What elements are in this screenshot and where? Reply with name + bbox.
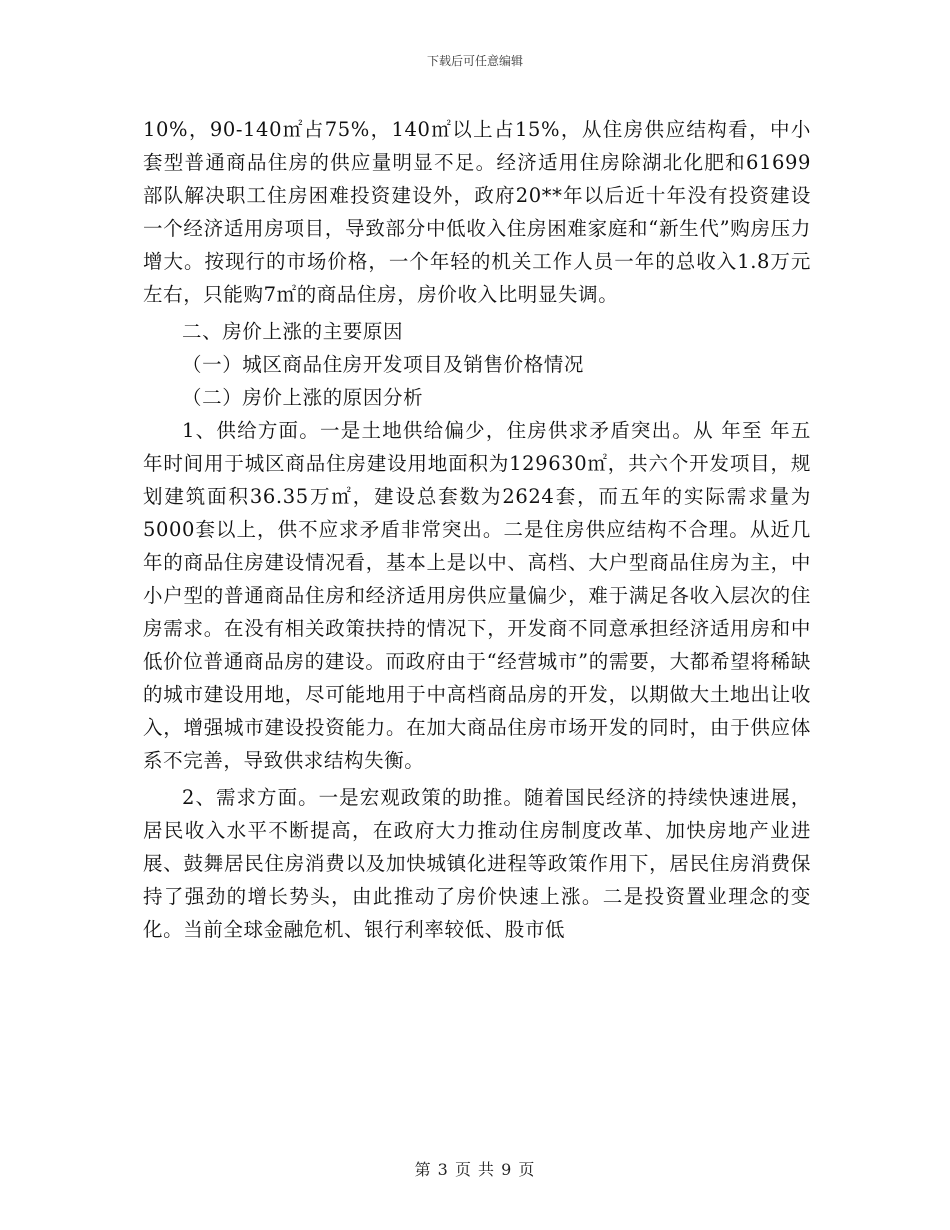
page-number-footer: 第 3 页 共 9 页 (414, 1160, 536, 1179)
page-header: 下载后可任意编辑 (426, 54, 523, 68)
paragraph-supply-side: 1、供给方面。一是土地供给偏少，住房供求矛盾突出。从 年至 年五年时间用于城区商品住房建设用地面积为129630㎡，共六个开发项目，规划建筑面积36.35万㎡，建设总套数为2624套，而五年的实际需求量为5000套以上，供不应求矛盾非常突出。二是住房供应结构不合理。从近几年的商品住房建设情况看，基本上是以中、高档、大户型商品住房为主，中小户型的普通商品住房和经济适用房供应量偏少，难于满足各收入层次的住房需求。在没有相关政策扶持的情况下，开发商不同意承担经济适用房和中低价位普通商品房的建设。而政府由于“经营城市”的需要，大都希望将稀缺的城市建设用地，尽可能地用于中高档商品房的开发，以期做大土地出让收入，增强城市建设投资能力。在加大商品住房市场开发的同时，由于供应体系不完善，导致供求结构失衡。 (143, 419, 811, 772)
document-body (143, 113, 811, 946)
subsection-heading-2: （二）房价上涨的原因分析 (182, 386, 424, 409)
subsection-heading-1: （一）城区商品住房开发项目及销售价格情况 (182, 353, 585, 376)
paragraph-housing-supply: 10%，90-140㎡占75%，140㎡以上占15%，从住房供应结构看，中小套型普通商品住房的供应量明显不足。经济适用住房除湖北化肥和61699部队解决职工住房困难投资建设外，政府20**年以后近十年没有投资建设一个经济适用房项目，导致部分中低收入住房困难家庭和“新生代”购房压力增大。按现行的市场价格，一个年轻的机关工作人员一年的总收入1.8万元左右，只能购7㎡的商品住房，房价收入比明显失调。 (143, 118, 811, 306)
section-heading-price-rise-causes: 二、房价上涨的主要原因 (182, 320, 404, 343)
paragraph-demand-side: 2、需求方面。一是宏观政策的助推。随着国民经济的持续快速进展，居民收入水平不断提高，在政府大力推动住房制度改革、加快房地产业进展、鼓舞居民住房消费以及加快城镇化进程等政策作用下，居民住房消费保持了强劲的增长势头，由此推动了房价快速上涨。二是投资置业理念的变化。当前全球金融危机、银行利率较低、股市低 (143, 786, 811, 941)
